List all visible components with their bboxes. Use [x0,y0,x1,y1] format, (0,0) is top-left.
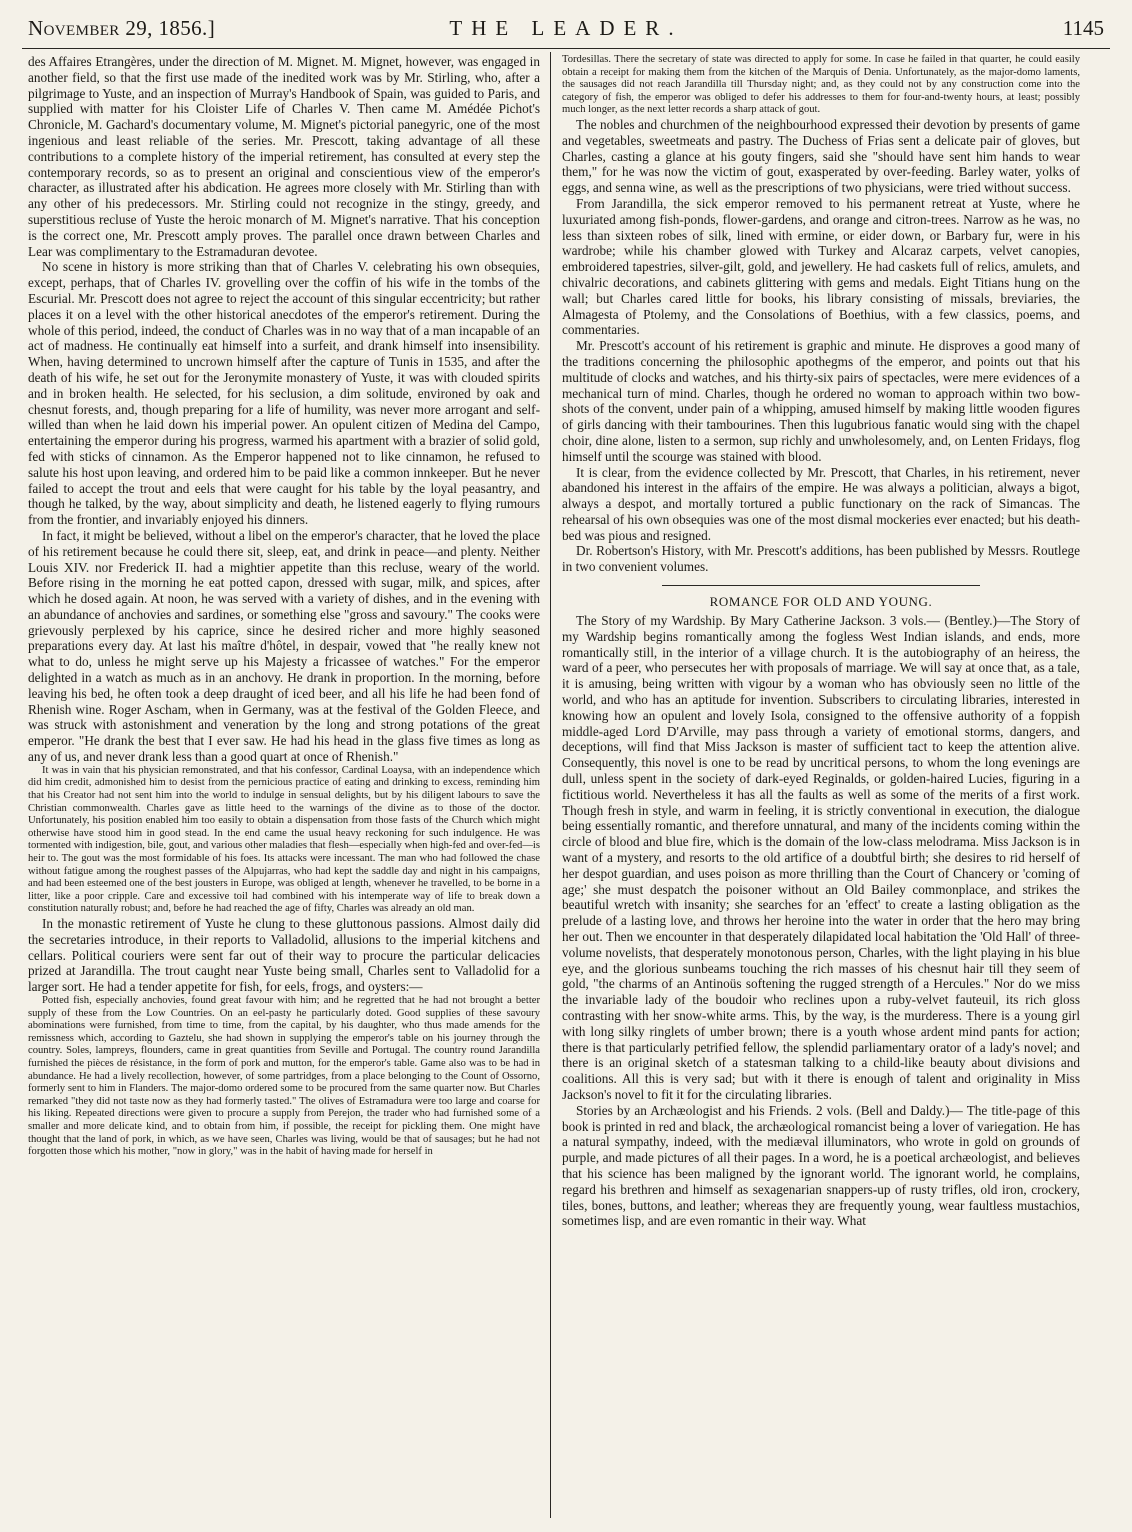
quoted-extract: It was in vain that his physician remonstrated, and that his confessor, Cardinal Loaysa, with an independence which did him credit, admonished him to desist from the pernicious practice of eating and drinking to excess, reminding him that his Creator had not sent him into the world to indulge in sensual delights, but by his diligent labours to save the Christian commonwealth. Charles gave as little heed to the warnings of the divine as to those of the doctor. Unfortunately, his position enabled him too easily to obtain a dispensation from those fasts of the Church which might otherwise have stood him in good stead. In the end came the usual heavy reckoning for such indulgence. He was tormented with indigestion, bile, gout, and various other maladies that flesh—especially when high-fed and over-fed—is heir to. The gout was the most formidable of his foes. Its attacks were incessant. The man who had followed the chase without fatigue among the roughest passes of the Alpujarras, who had kept the saddle day and night in his campaigns, and had been esteemed one of the best jousters in Europe, was obliged at length, whenever he travelled, to be borne in a litter, like a poor cripple. Care and excessive toil had combined with his intemperate way of life to break down a constitution naturally robust; and, before he had reached the age of fifty, Charles was already an old man. [28,764,540,915]
issue-date: November 29, 1856.] [28,16,216,40]
paragraph: des Affaires Etrangères, under the direction of M. Mignet. M. Mignet, however, was engaged in another field, so that the first use made of the inedited work was by Mr. Stirling, who, after a pilgrimage to Yuste, and an inspection of Murray's Handbook of Spain, was guided to Paris, and supplied with matter for his Cloister Life of Charles V. Then came M. Amédée Pichot's Chronicle, M. Gachard's documentary volume, M. Mignet's pictorial panegyric, one of the most ingenious and least reliable of the series. Mr. Prescott, taking advantage of all these contributions to a complete history of the imperial retirement, has consulted at every step the contemporary records, so as to present an original and conscientious view of the emperor's character, as illustrated after his abdication. He agrees more closely with Mr. Stirling than with any other of his predecessors. Mr. Stirling could not recognize in the stingy, greedy, and superstitious recluse of Yuste the heroic monarch of M. Mignet's narrative. That his conception is the correct one, Mr. Prescott amply proves. The parallel once drawn between Charles and Lear was complimentary to the Estramaduran devotee. [28,54,540,259]
masthead [22,10,1110,44]
paragraph: From Jarandilla, the sick emperor removed to his permanent retreat at Yuste, where he luxuriated among fish-ponds, flower-gardens, and orange and citron-trees. Narrow as he was, no less than sixteen robes of silk, lined with ermine, or eider down, or Barbary fur, were in his wardrobe; while his chamber glowed with Turkey and Alcaraz carpets, velvet canopies, embroidered tapestries, silver-gilt, gold, and jewellery. He had caskets full of relics, amulets, and chivalric decorations, and cabinets glittering with gems and medals. Eight Titians hung on the wall; but Charles cared little for books, his library consisting of missals, breviaries, the Almagesta of Ptolemy, and the Consolations of Boethius, with a few classics, poems, and commentaries. [562,195,1080,338]
section-rule [662,585,980,586]
header-rule [22,48,1110,49]
paragraph: In the monastic retirement of Yuste he clung to these gluttonous passions. Almost daily did the secretaries introduce, in their reports to Valladolid, allusions to the imperial kitchens and cellars. Political couriers were sent far out of their way to procure the particular delicacies prized at Jarandilla. The trout caught near Yuste being small, Charles sent to Valladolid for a larger sort. He had a tender appetite for fish, for eels, frogs, and oysters:— [28,915,540,995]
paragraph: Mr. Prescott's account of his retirement is graphic and minute. He disproves a good many of the traditions concerning the philosophic apothegms of the emperor, and points out that his multitude of clocks and watches, and his thirty-six pairs of spectacles, were mere evidences of a mechanical turn of mind. Charles, though he ordered no woman to approach within two bow-shots of the convent, under pain of a whipping, amused himself by making little wooden figures of girls dancing with their tambourines. Then this lugubrious fanatic would sing with the chapel choir, dine alone, listen to a sermon, sup richly and unwholesomely, and, on Lenten Fridays, flog himself until the scourge was stained with blood. [562,338,1080,464]
paragraph: It is clear, from the evidence collected by Mr. Prescott, that Charles, in his retirement, never abandoned his interest in the affairs of the empire. He was always a politician, always a bigot, always a despot, and mortally tortured a public functionary on the rack of Simancas. The rehearsal of his own obsequies was one of the most dismal mockeries ever enacted; but his death-bed was pious and resigned. [562,464,1080,543]
section-heading: ROMANCE FOR OLD AND YOUNG. [709,594,933,610]
right-column [562,54,1080,1516]
paragraph: The nobles and churchmen of the neighbourhood expressed their devotion by presents of game and vegetables, sweetmeats and pastry. The Duchess of Frias sent a delicate pair of gloves, but Charles, casting a glance at his gouty fingers, said she "should have sent him hands to wear them," for he was now the victim of gout, exasperated by over-feeding. Barley water, yolks of eggs, and senna wine, as well as the prescriptions of two physicians, were tried without success. [562,116,1080,196]
paragraph: Stories by an Archæologist and his Friends. 2 vols. (Bell and Daldy.)— The title-page of this book is printed in red and black, the archæological romancist being a lover of variegation. He has a natural sympathy, indeed, with the mediæval illuminators, who wrote in gold on grounds of purple, and made pictures of all their pages. In a word, he is a poetical archæologist, and believes that his science has been maligned by the ignorant world. The ignorant world, he complains, regard his brethren and himself as sexagenarian snappers-up of rusty trifles, old iron, crockery, tiles, bones, buttons, and leather; whereas they are frequently young, wear faultless mustachios, sometimes lisp, and are even romantic in their way. What [562,1102,1080,1229]
paragraph: In fact, it might be believed, without a libel on the emperor's character, that he loved the place of his retirement because he could there sit, sleep, eat, and drink in peace—and plenty. Neither Louis XIV. nor Frederick II. had a mightier appetite than this recluse, weary of the world. Before rising in the morning he eat potted capon, dressed with sugar, milk, and spices, after which he dosed again. At noon, he was served with a variety of dishes, and in the evening with an abundance of anchovies and sardines, or something else "gross and savoury." The cooks were grievously perplexed by his caprice, since he desired richer and more highly seasoned preparations every day. At last his maître d'hôtel, in despair, vowed that "he really knew not what to do, unless he might serve up his Majesty a fricassee of watches." For the emperor delighted in a watch as much as in an anchovy. He drank in proportion. In the morning, before leaving his bed, he often took a deep draught of iced beer, and all his life he had been fond of Rhenish wine. Roger Ascham, when in Germany, was at the festival of the Golden Fleece, and was struck with astonishment and veneration by the long and strong potations of the great emperor. "He drank the best that I ever saw. He had his head in the glass five times as long as any of us, and never drank less than a good quart at once of Rhenish." [28,527,540,765]
newspaper-title: THE LEADER. [449,16,683,40]
quoted-extract: Tordesillas. There the secretary of state was directed to apply for some. In case he failed in that quarter, he could easily obtain a receipt for making them from the kitchen of the Marquis of Denia. Unfortunately, as the major-domo laments, the sausages did not reach Jarandilla till Thursday night; and, as they could not by any construction come into the category of fish, the emperor was obliged to defer his addresses to them for four-and-twenty hours, at least; possibly much longer, as the next letter records a sharp attack of gout. [562,54,1080,116]
paragraph: Dr. Robertson's History, with Mr. Prescott's additions, has been published by Messrs. Routlege in two convenient volumes. [562,543,1080,575]
column-rule [550,52,551,1518]
left-column [28,54,540,1516]
quoted-extract: Potted fish, especially anchovies, found great favour with him; and he regretted that he had not brought a better supply of these from the Low Countries. On an eel-pasty he particularly doted. Good supplies of these savoury abominations were furnished, from time to time, from the capital, by his daughter, who thus made amends for the remissness which, according to Gaztelu, she had shown in supplying the emperor's table on his journey through the country. Soles, lampreys, flounders, came in great quantities from Seville and Portugal. The country round Jarandilla furnished the pièces de résistance, in the form of pork and mutton, for the emperor's table. Game also was to be had in abundance. He had a lively recollection, however, of some partridges, from a place belonging to the Count of Ossorno, formerly sent to him in Flanders. The major-domo ordered some to be procured from the same quarter now. But Charles remarked "they did not taste now as they had formerly tasted." The olives of Estramadura were too large and coarse for his liking. Repeated directions were given to procure a supply from Perejon, the trader who had furnished some of a smaller and more delicate kind, and to obtain from him, if possible, the receipt for pickling them. One might have thought that the land of pork, in which, as we have seen, Charles was living, would be that of sausages; but he had not forgotten those which his mother, "now in glory," was in the habit of having made for herself in [28,994,540,1158]
paragraph: The Story of my Wardship. By Mary Catherine Jackson. 3 vols.— (Bentley.)—The Story of my Wardship begins romantically among the fogless West Indian islands, and ends, more romantically still, in the interior of a village church. It is the autobiography of an heiress, the ward of a peer, who persecutes her with proposals of marriage. We will say at once that, as a tale, it is amusing, being written with vigour by a woman who has obviously seen no little of the world, and who has an aptitude for invention. Subscribers to circulating libraries, interested in knowing how an opulent and lovely Isola, consigned to the offensive authority of a foppish middle-aged Lord D'Arville, may pass through a variety of emotional storms, dangers, and deceptions, will find that Miss Jackson is master of sufficient tact to keep the attention alive. Consequently, this novel is one to be read by uncritical persons, to whom the long evenings are dull, unless spent in the society of dark-eyed Reginalds, or golden-haired Lucies, figuring in a fictitious world. Nevertheless it has all the faults as well as some of the merits of a first work. Though fresh in style, and warm in feeling, it is strictly conventional in execution, the dialogue being essentially romantic, and therefore unnatural, and many of the incidents coming within the circle of blood and blue fire, which is the domain of the low-class melodrama. Miss Jackson is in want of a mystery, and resorts to the old artifice of a doubtful birth; she desires to rid herself of her despot guardian, and uses poison as more thrilling than the Court of Chancery or 'coming of age;' she must despatch the poisoner without an Old Bailey commonplace, and strikes the beautiful wretch with insanity; she searches for an 'effect' to create a lasting obligation as the prelude of a lasting love, and throws her heroine into the water in order that the hero may bring her out. Then we encounter in that desperately dilapidated local habitation the 'Old Hall' of three-volume novelists, that desperately monotonous person, Charles, with the light playing in his blue eye, and the glorious sunbeams touching the rich masses of his chesnut hair till they seem of gold, "the charms of an Antinoüs softening the rugged strength of a Hercules." Nor do we miss the invariable lady of the boudoir who reclines upon a ruby-velvet fauteuil, its rich gloss contrasting with her snow-white arms. This, by the way, is the murderess. There is a young girl with long silky ringlets of umber brown; there is a youth whose ardent mind pants for action; there is that particularly petrified fellow, the splendid parliamentary orator of a lady's novel; and there is an original sketch of a statesman talking to a child-like beauty about divisions and coalitions. All this is very sad; but with it there is enough of talent and originality in Miss Jackson's novel to fit it for the circulating libraries. [562,613,1080,1102]
paragraph: No scene in history is more striking than that of Charles V. celebrating his own obsequies, except, perhaps, that of Charles IV. grovelling over the coffin of his wife in the tombs of the Escurial. Mr. Prescott does not agree to reject the account of this singular eccentricity; but rather places it on a level with the other historical anecdotes of the emperor's retirement. During the whole of this period, indeed, the conduct of Charles was in no way that of a man incapable of an act of madness. He continually eat himself into a surfeit, and drank himself into insensibility. When, having determined to uncrown himself after the capture of Tunis in 1535, and after the death of his wife, he set out for the Jeronymite monastery of Yuste, it was with clouded spirits and in broken health. He selected, for his seclusion, a dim solitude, environed by oak and chesnut forests, and, though preparing for a life of humility, was never more arrogant and self-willed than when he laid down his imperial power. An opulent citizen of Medina del Campo, entertaining the emperor during his progress, warmed his apartment with a brazier of solid gold, fed with sticks of cinnamon. As the Emperor happened not to like cinnamon, he refused to salute his host upon leaving, and ordered him to be paid like a common innkeeper. But he never failed to accept the trout and eels that were caught for his table by the loyal peasantry, and though he talked, by the way, about simplicity and death, he listened eagerly to flying rumours from the frontier, and invariably enjoyed his dinners. [28,259,540,528]
page-number: 1145 [1062,16,1104,40]
